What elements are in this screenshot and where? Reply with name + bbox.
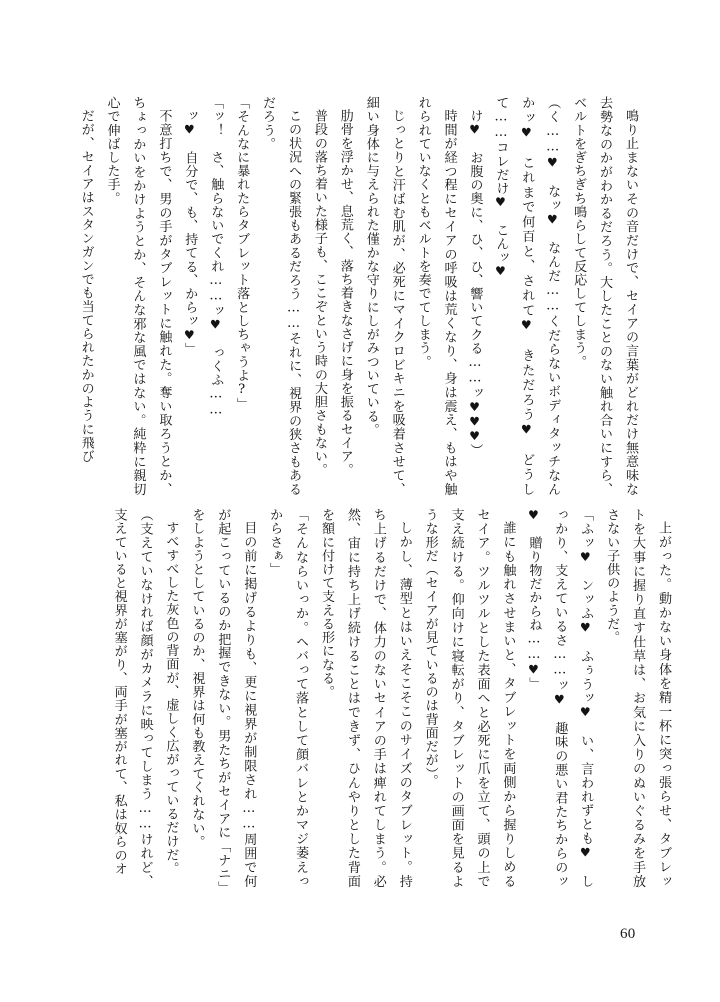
heart-icon: ♥ <box>182 327 197 343</box>
heart-icon: ♥ <box>493 264 508 279</box>
paragraph: 「ッ！ さ、触らないでくれ……ッ♥ っくふ…… <box>208 96 224 418</box>
heart-icon: ♥ <box>467 428 482 444</box>
heart-icon: ♥ <box>208 317 223 333</box>
paragraph: 不意打ちで、男の手がタブレットに触れた。奪い取ろうとか、ちょっかいをかけようとか、そんな邪な風ではない。純粋に親切心で伸ばした手。 <box>104 96 172 496</box>
heart-icon: ♥ <box>578 549 593 565</box>
paragraph: 「ふッ♥ ンッふ♥ ふぅうッ♥ い、言われずとも♥ しっかり、支えているさ……ッ♥ 趣味の悪い君たちからのッ♥ 贈り物だからね……♥」 <box>526 508 594 888</box>
paragraph: 「そんなに暴れたらタブレット落としちゃうよ?」 <box>234 96 250 412</box>
heart-icon: ♥ <box>578 705 593 720</box>
paragraph: （く……♥ なッ♥ なんだ……くだらないボディタッチなんかッ♥ これまで何百と、されて♥ きただろう♥ どうして……コレだけ♥ こんッ♥ <box>493 96 561 496</box>
heart-icon: ♥ <box>526 508 541 523</box>
paragraph: 目の前に掲げるよりも、更に視界が制限され……周囲で何が起こっているのか把握できない。男たちがセイアに「ナニ」をしようとしているのか、視界は何も教えてくれない。 <box>189 508 257 888</box>
paragraph: だが、セイアはスタンガンでも当てられたかのように飛び <box>78 109 94 464</box>
text-block-lower <box>111 508 676 888</box>
paragraph: ッ♥ 自分で、も、持てる、からッ♥」 <box>182 109 198 357</box>
heart-icon: ♥ <box>467 122 482 138</box>
heart-icon: ♥ <box>493 195 508 210</box>
heart-icon: ♥ <box>545 212 560 228</box>
paragraph: しかし、薄型とはいえそこそこのサイズのタブレット。持ち上げるだけで、体力のないセイアの手は痺れてしまう。必然、宙に持ち上げ続けることはできず、ひんやりとした背面を額に付けて支える形になる。 <box>319 508 412 888</box>
heart-icon: ♥ <box>552 692 567 708</box>
heart-icon: ♥ <box>545 155 560 171</box>
paragraph: この状況への緊張もあるだろう……それに、視界の狭さもあるだろう。 <box>260 96 302 496</box>
paragraph: 誰にも触れさせまいと、タブレットを両側から握りしめるセイア。ツルツルとした表面へと必死に爪を立て、頭の上で支え続ける。仰向けに寝転がり、タブレットの画面を見るような形だ（セイアが見ているのは背面だが）。 <box>422 508 516 888</box>
heart-icon: ♥ <box>519 318 534 334</box>
heart-icon: ♥ <box>526 662 541 678</box>
heart-icon: ♥ <box>467 414 482 429</box>
heart-icon: ♥ <box>182 122 197 138</box>
paragraph: 「そんならいっか。ヘバって落として顔バレとかマジ萎えっからさぁ」 <box>267 508 309 888</box>
paragraph: （支えていなければ顔がカメラに映ってしまう……けれど、支えていると視界が塞がり、両手が塞がれて、私は奴らのオ <box>111 508 153 888</box>
heart-icon: ♥ <box>467 399 482 415</box>
paragraph: すべすべした灰色の背面が、虚しく広がっているだけだ。 <box>163 521 179 876</box>
paragraph: 普段の落ち着いた様子も、ここぞという時の大胆さもない。 <box>311 109 327 477</box>
page-number: 60 <box>620 926 636 942</box>
heart-icon: ♥ <box>578 620 593 636</box>
paragraph: 鳴り止まないその音だけで、セイアの言葉がどれだけ無意味な去勢なのかがわかるだろう。大したことのない触れ合いにすら、ベルトをぎちぎち鳴らして反応してしまう。 <box>571 96 638 496</box>
paragraph: じっとりと汗ばむ肌が、必死にマイクロビキニを吸着させて、細い身体に与えられた僅かな守りにしがみついている。 <box>363 96 405 496</box>
paragraph: 肋骨を浮かせ、息荒く、落ち着きなさげに身を振るセイア。 <box>337 109 353 477</box>
paragraph: 上がった。動かない身体を精一杯に突っ張らせ、タブレットを大事に握り直す仕草は、お気に入りのぬいぐるみを手放さない子供のようだ。 <box>604 508 671 888</box>
paragraph: 時間が経つ程にセイアの呼吸は荒くなり、身は震え、もはや触れられていなくともベルトを奏でてしまう。 <box>415 96 457 496</box>
text-block-upper <box>78 96 643 496</box>
heart-icon: ♥ <box>519 422 534 439</box>
paragraph: け♥ お腹の奥に、ひ、ひ、響いてクる……ッ♥♥♥） <box>467 109 483 458</box>
heart-icon: ♥ <box>519 125 534 142</box>
heart-icon: ♥ <box>578 845 593 861</box>
